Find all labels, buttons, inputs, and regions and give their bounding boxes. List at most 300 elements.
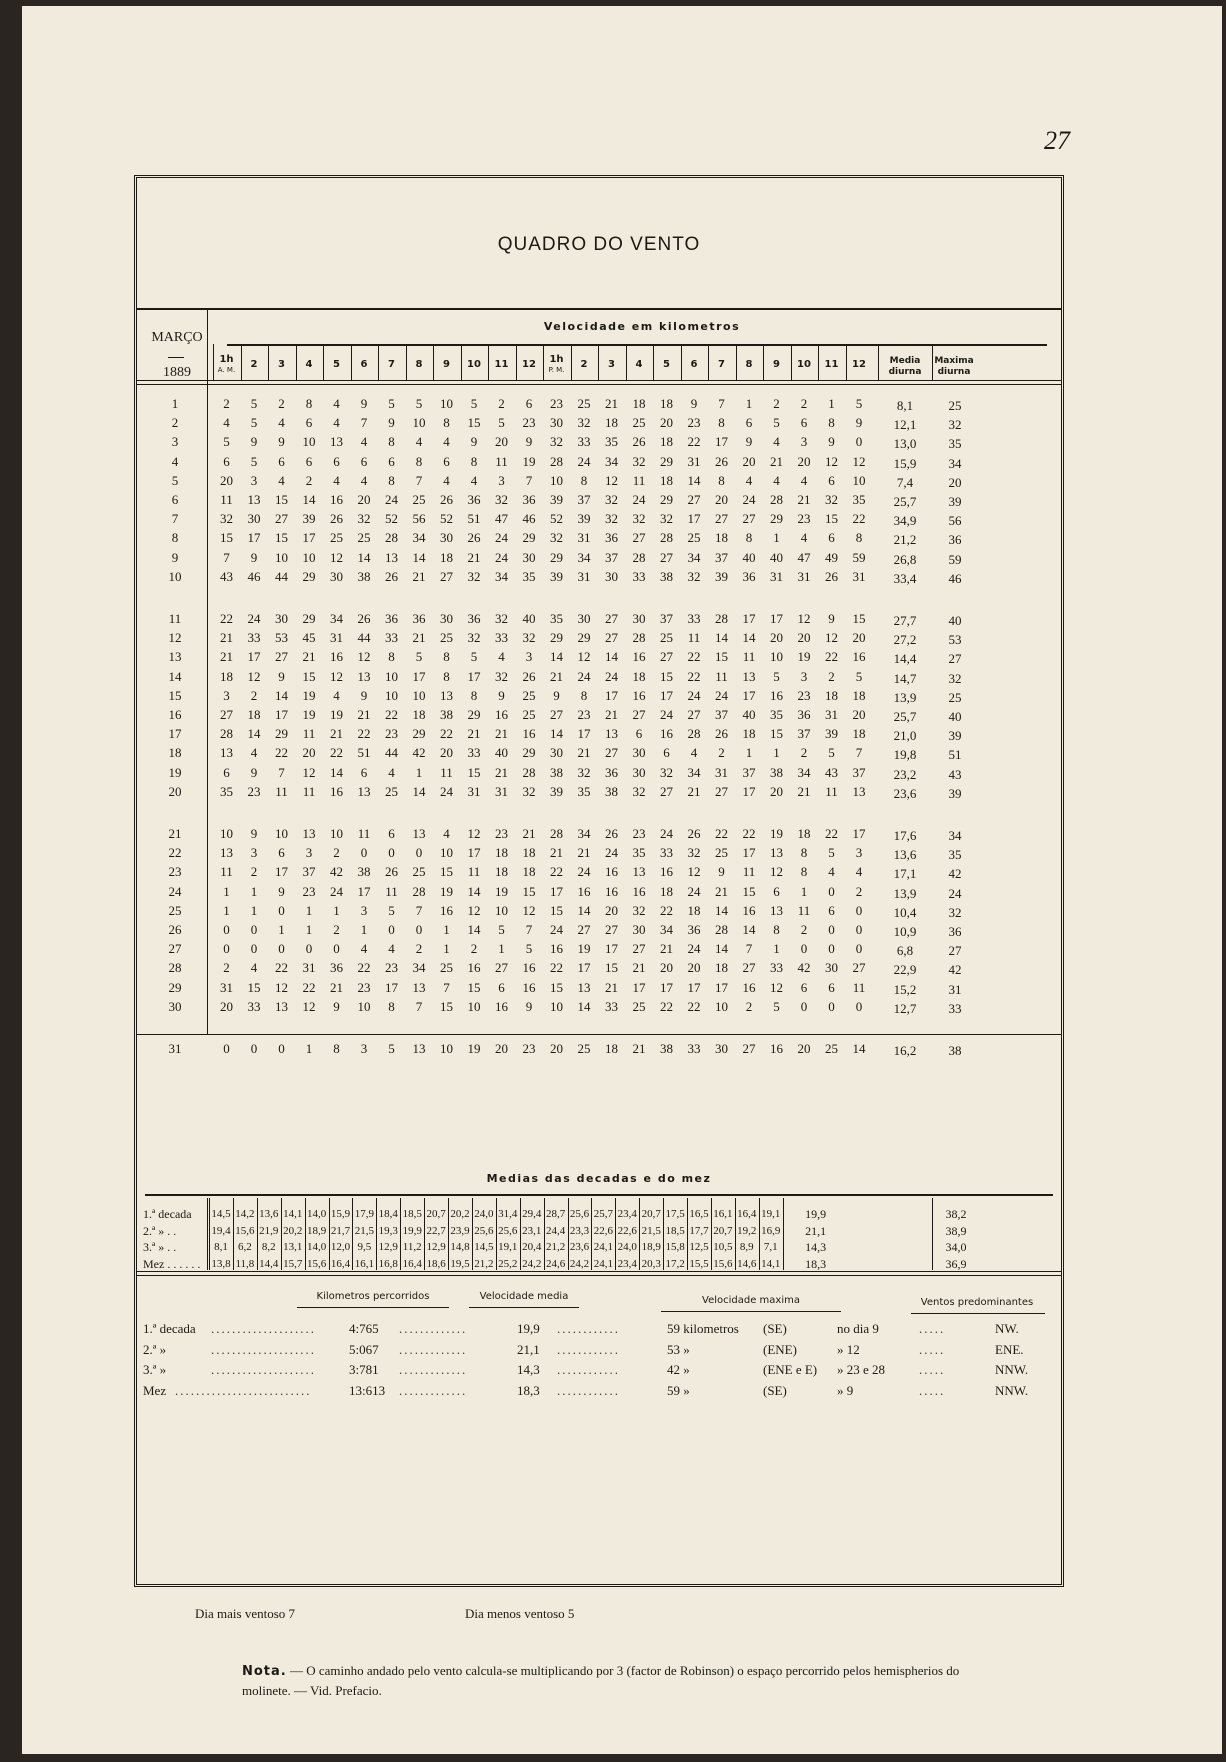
hour-value: 18 (660, 434, 673, 450)
header-kilometros-rule (297, 1307, 449, 1308)
hour-value: 13 (330, 434, 343, 450)
hour-value: 13 (605, 726, 618, 742)
leader-dots: ..... (919, 1382, 946, 1398)
hour-value: 1 (773, 941, 780, 957)
header-velocidade-maxima: Velocidade maxima (702, 1295, 800, 1306)
hour-value: 29 (467, 707, 481, 722)
maxima-diurna-value: 36 (948, 532, 962, 548)
hour-value: 30 (632, 922, 646, 937)
hour-value: 0 (388, 845, 395, 861)
leader-dots: .................... (211, 1341, 316, 1357)
hour-value: 0 (223, 922, 230, 937)
media-diurna-value: 16,2 (893, 1043, 917, 1058)
hour-value: 15 (247, 979, 261, 995)
hour-value: 15 (275, 492, 288, 507)
hour-value: 32 (220, 511, 233, 527)
hour-value: 21 (412, 568, 426, 584)
hour-value: 46 (522, 511, 536, 527)
summary-row (137, 1361, 1061, 1379)
hour-value: 0 (828, 883, 835, 899)
hour-value: 16 (852, 649, 866, 665)
decade-hour-value: 18,6 (426, 1257, 446, 1270)
hour-header-label: 12 (522, 359, 536, 370)
decade-maxima-value: 36,9 (945, 1256, 967, 1271)
hour-value: 16 (440, 902, 453, 918)
hour-value: 24 (660, 707, 673, 722)
summary-direction: (ENE e E) (763, 1362, 818, 1377)
hour-value: 38 (357, 864, 371, 880)
nota-text: — O caminho andado pelo vento calcula-se multiplicando por 3 (factor de Robinson) o espaço percorrido pelos hemispherios do molinete. — Vid. Prefacio. (242, 1663, 960, 1698)
hour-value: 28 (550, 453, 563, 469)
hour-value: 21 (467, 726, 481, 742)
hour-value: 14 (715, 902, 728, 918)
hour-value: 40 (495, 745, 508, 761)
hour-value: 25 (715, 845, 728, 861)
hour-value: 20 (605, 902, 618, 918)
hour-value: 0 (250, 922, 258, 937)
hour-header-label: 12 (852, 359, 866, 370)
hour-value: 2 (333, 922, 340, 937)
media-diurna-value: 21,2 (893, 532, 917, 548)
hour-value: 9 (745, 434, 753, 450)
maxima-diurna-value: 33 (948, 1000, 962, 1016)
decade-hour-value: 20,2 (450, 1208, 470, 1220)
hour-value: 16 (522, 726, 536, 742)
hour-value: 31 (330, 630, 343, 646)
hour-value: 20 (440, 745, 453, 761)
day-number: 4 (171, 453, 179, 469)
hour-value: 16 (632, 649, 646, 665)
hour-value: 22 (852, 511, 866, 527)
hour-value: 13 (742, 668, 756, 684)
hour-value: 29 (302, 611, 316, 626)
maxima-diurna-value: 46 (948, 570, 962, 586)
hour-value: 26 (715, 726, 728, 742)
hour-value: 21 (605, 707, 618, 722)
decade-hour-value: 21,2 (474, 1257, 494, 1270)
hour-value: 12 (302, 764, 316, 780)
media-diurna-value: 23,6 (893, 785, 917, 801)
decade-hour-value: 17,7 (689, 1224, 709, 1237)
hour-value: 24 (742, 492, 756, 507)
day-number: 15 (168, 687, 182, 703)
hour-value: 18 (220, 668, 233, 684)
day-number: 30 (168, 998, 182, 1014)
hour-value: 17 (577, 960, 591, 976)
media-diurna-value: 27,7 (893, 613, 917, 628)
media-diurna-value: 17,1 (893, 866, 917, 882)
hour-value: 8 (443, 415, 450, 431)
hour-value: 37 (577, 492, 591, 507)
hour-value: 27 (852, 960, 866, 976)
hour-value: 26 (522, 668, 536, 684)
hour-value: 6 (443, 453, 450, 469)
hour-value: 39 (302, 511, 316, 527)
hour-value: 17 (467, 845, 481, 861)
hour-value: 9 (250, 549, 258, 565)
hour-value: 17 (687, 979, 701, 995)
hour-value: 32 (825, 492, 838, 507)
hour-value: 20 (797, 453, 811, 469)
hour-header-label: 3 (608, 359, 615, 370)
maxima-diurna-value: 40 (948, 709, 962, 724)
hour-value: 16 (495, 707, 508, 722)
decade-hour-value: 22,7 (426, 1224, 446, 1237)
hour-value: 11 (440, 764, 453, 780)
hour-value: 18 (797, 826, 811, 841)
day-number: 26 (168, 922, 182, 937)
decade-hour-value: 23,6 (569, 1241, 590, 1253)
hour-value: 18 (605, 1041, 618, 1056)
maxima-diurna-value: 35 (948, 847, 962, 863)
hour-value: 4 (360, 434, 368, 450)
decade-hour-value: 14,0 (306, 1241, 327, 1253)
hour-value: 14 (330, 764, 343, 780)
hour-value: 59 (852, 549, 866, 565)
hour-value: 22 (275, 960, 288, 976)
decade-hour-value: 14,2 (235, 1208, 255, 1220)
hour-value: 22 (687, 998, 701, 1014)
hour-value: 36 (467, 492, 481, 507)
page-number: 27 (1044, 126, 1070, 155)
decade-hour-value: 25,2 (498, 1257, 518, 1270)
hour-value: 10 (357, 998, 371, 1014)
hour-value: 14 (715, 941, 728, 957)
hour-value: 17 (275, 864, 288, 880)
decade-hour-value: 23,9 (450, 1224, 470, 1237)
hour-value: 40 (522, 611, 536, 626)
hour-value: 20 (660, 415, 673, 431)
hour-value: 31 (495, 783, 508, 799)
hour-value: 8 (388, 434, 395, 450)
hour-value: 13 (275, 998, 288, 1014)
hour-value: 17 (605, 941, 618, 957)
hour-value: 35 (577, 783, 591, 799)
hour-value: 20 (220, 998, 233, 1014)
hour-value: 24 (495, 549, 508, 565)
maxima-diurna-value: 39 (948, 728, 962, 744)
hour-value: 22 (357, 726, 371, 742)
hour-value: 4 (470, 472, 478, 488)
hour-value: 16 (550, 941, 563, 957)
hour-header-label: 11 (494, 359, 509, 370)
media-diurna-value: 15,9 (893, 455, 917, 471)
hour-value: 6 (388, 826, 395, 841)
hour-value: 18 (742, 726, 756, 742)
hour-value: 11 (742, 649, 756, 665)
hour-value: 27 (715, 783, 728, 799)
hour-value: 17 (742, 845, 756, 861)
hour-value: 30 (825, 960, 838, 976)
hour-value: 33 (467, 745, 481, 761)
decade-hour-value: 24,2 (569, 1257, 590, 1270)
hour-value: 24 (440, 783, 453, 799)
hour-value: 10 (330, 826, 343, 841)
hour-value: 24 (330, 883, 343, 899)
hour-value: 14 (412, 549, 426, 565)
decade-hour-value: 20,3 (641, 1257, 661, 1270)
hour-value: 38 (605, 783, 618, 799)
hour-value: 8 (415, 453, 423, 469)
hour-value: 10 (550, 472, 563, 488)
maxima-diurna-value: 51 (948, 747, 962, 763)
hour-value: 25 (825, 1041, 838, 1056)
hour-header (296, 359, 323, 370)
summary-vel-media: 14,3 (517, 1362, 540, 1377)
hour-header-label: 5 (333, 359, 340, 370)
hour-value: 40 (742, 707, 756, 722)
hour-value: 2 (773, 396, 780, 411)
hour-value: 31 (467, 783, 481, 799)
decade-label: Mez . . . . . . (143, 1256, 201, 1271)
hour-value: 17 (715, 979, 728, 995)
hour-value: 15 (467, 415, 481, 431)
hour-value: 9 (828, 434, 835, 450)
hour-value: 15 (715, 649, 728, 665)
hour-header (378, 359, 405, 370)
hour-value: 30 (275, 611, 288, 626)
decade-label: 3.ª » . . (143, 1240, 177, 1254)
decade-hour-value: 14,0 (306, 1208, 327, 1220)
hour-value: 4 (223, 415, 230, 431)
day-number: 11 (168, 611, 182, 626)
hour-value: 16 (522, 979, 536, 995)
hour-value: 8 (333, 1041, 340, 1056)
hour-value: 8 (773, 922, 780, 937)
hour-header (626, 359, 653, 370)
hour-header (736, 359, 763, 370)
media-diurna-value: 23,2 (893, 766, 917, 782)
media-diurna-value: 21,0 (893, 728, 917, 744)
hour-value: 26 (687, 826, 701, 841)
hour-value: 2 (800, 745, 808, 761)
hour-value: 18 (825, 687, 838, 703)
hour-value: 32 (632, 453, 646, 469)
hour-value: 1 (223, 883, 230, 899)
hour-value: 0 (855, 941, 863, 957)
hour-value: 34 (412, 960, 426, 976)
day-number: 10 (168, 568, 182, 584)
hour-value: 5 (250, 396, 258, 411)
hour-value: 32 (577, 764, 591, 780)
hour-value: 1 (498, 941, 505, 957)
hour-value: 27 (715, 511, 728, 527)
hour-value: 10 (440, 1041, 453, 1056)
day-number: 14 (168, 668, 182, 684)
hour-value: 18 (440, 549, 453, 565)
media-diurna-value: 13,6 (893, 847, 917, 863)
hour-value: 1 (305, 922, 313, 937)
decade-hour-value: 13,1 (283, 1241, 303, 1253)
hour-value: 19 (330, 707, 343, 722)
hour-value: 6 (223, 453, 230, 469)
hour-value: 14 (577, 902, 591, 918)
hour-value: 42 (412, 745, 426, 761)
decade-hour-value: 24,6 (545, 1257, 566, 1270)
day-number: 19 (168, 764, 182, 780)
maxima-header: Maxima diurna (934, 356, 974, 377)
hour-value: 6 (360, 453, 368, 469)
hour-value: 37 (302, 864, 316, 880)
hour-header-label: 9 (773, 359, 780, 370)
hour-value: 37 (605, 549, 618, 565)
hour-value: 38 (440, 707, 453, 722)
decade-maxima-value: 34,0 (945, 1240, 967, 1254)
hour-value: 3 (223, 687, 230, 703)
hour-value: 33 (687, 611, 701, 626)
hour-value: 19 (302, 707, 316, 722)
decade-section-rule (145, 1194, 1053, 1196)
hour-value: 10 (302, 434, 316, 450)
hour-value: 35 (770, 707, 783, 722)
hour-header-label: 2 (580, 359, 588, 370)
hour-value: 36 (687, 922, 701, 937)
hour-value: 32 (632, 783, 646, 799)
hour-value: 20 (660, 960, 673, 976)
nota-label: Nota. (242, 1664, 287, 1679)
hour-value: 30 (632, 611, 646, 626)
hour-value: 10 (385, 687, 398, 703)
label-column-rule (207, 308, 208, 1034)
hour-value: 9 (333, 998, 340, 1014)
hour-value: 17 (715, 434, 728, 450)
hour-value: 4 (333, 687, 340, 703)
hour-value: 5 (855, 396, 863, 411)
hour-value: 27 (440, 568, 453, 584)
hour-value: 32 (605, 511, 618, 527)
media-diurna-value: 15,2 (893, 981, 917, 997)
hour-value: 3 (525, 649, 533, 665)
hour-value: 33 (605, 998, 618, 1014)
hour-value: 52 (385, 511, 398, 527)
media-diurna-value: 22,9 (893, 962, 917, 978)
hour-value: 35 (220, 783, 233, 799)
hour-value: 4 (828, 864, 835, 880)
hour-value: 11 (852, 979, 866, 995)
hour-value: 21 (412, 630, 426, 646)
hour-value: 17 (605, 687, 618, 703)
hour-value: 34 (605, 453, 618, 469)
hour-value: 21 (495, 726, 508, 742)
decade-media-value: 21,1 (805, 1223, 827, 1238)
hour-value: 21 (550, 845, 563, 861)
hour-value: 3 (250, 472, 258, 488)
decade-hour-value: 14,8 (450, 1241, 470, 1253)
hour-value: 5 (525, 941, 533, 957)
hour-value: 24 (577, 864, 591, 880)
hour-value: 23 (632, 826, 646, 841)
hour-value: 4 (333, 396, 340, 411)
hour-value: 13 (412, 826, 426, 841)
hour-value: 47 (797, 549, 811, 565)
hour-value: 37 (852, 764, 866, 780)
decade-hour-value: 18,4 (378, 1208, 398, 1220)
hour-value: 33 (632, 568, 646, 584)
hour-value: 4 (443, 472, 450, 488)
hour-header (543, 354, 570, 376)
decade-hour-value: 14,1 (761, 1257, 781, 1270)
hour-value: 28 (632, 630, 646, 646)
decade-hour-value: 20,7 (641, 1208, 661, 1220)
hour-value: 20 (770, 630, 783, 646)
maxima-diurna-value: 39 (948, 494, 962, 509)
hour-value: 43 (220, 568, 233, 584)
hour-value: 17 (742, 687, 756, 703)
media-diurna-value: 26,8 (893, 551, 917, 567)
hour-value: 0 (415, 922, 423, 937)
decade-hour-value: 20,4 (522, 1241, 542, 1253)
media-diurna-value: 14,7 (893, 670, 917, 686)
hour-value: 14 (852, 1041, 866, 1056)
hour-value: 30 (577, 611, 591, 626)
hour-value: 32 (495, 611, 508, 626)
decade-hour-value: 24,1 (593, 1241, 614, 1253)
decade-hour-value: 12,0 (330, 1241, 351, 1253)
decade-hour-value: 24,4 (545, 1224, 566, 1237)
hour-value: 27 (495, 960, 508, 976)
hour-value: 8 (828, 415, 835, 431)
hour-value: 12 (687, 864, 701, 880)
hour-value: 5 (498, 922, 505, 937)
hour-value: 21 (770, 453, 783, 469)
hour-value: 37 (742, 764, 756, 780)
hour-value: 1 (250, 902, 258, 918)
hour-value: 1 (415, 764, 423, 780)
hour-value: 0 (278, 1041, 285, 1056)
hour-value: 17 (577, 726, 591, 742)
summary-day: » 9 (837, 1382, 854, 1398)
hour-value: 26 (385, 568, 398, 584)
hour-value: 33 (687, 1041, 701, 1056)
decade-hour-value: 14,5 (211, 1208, 231, 1220)
hour-value: 32 (495, 492, 508, 507)
hour-header (213, 354, 240, 376)
hour-header (763, 359, 790, 370)
decade-media-value: 18,3 (805, 1256, 827, 1271)
hour-value: 5 (855, 668, 863, 684)
hour-value: 5 (388, 902, 395, 918)
hour-value: 21 (220, 630, 233, 646)
hour-value: 14 (412, 783, 426, 799)
hour-value: 25 (577, 1041, 591, 1056)
summary-row (137, 1320, 1061, 1338)
hour-value: 10 (302, 549, 316, 565)
month-rule (168, 357, 184, 358)
hour-value: 32 (495, 668, 508, 684)
hour-value: 17 (247, 530, 261, 546)
hour-value: 11 (825, 783, 838, 799)
header-ventos-rule (911, 1313, 1045, 1314)
hour-value: 15 (275, 530, 288, 546)
hour-value: 9 (278, 883, 285, 899)
decade-hour-value: 21,5 (354, 1224, 375, 1237)
hour-value: 14 (467, 883, 481, 899)
pm-label: P. M. (548, 366, 565, 374)
hour-value: 23 (797, 511, 811, 527)
decade-hour-value: 11,2 (402, 1241, 422, 1253)
am-label: A. M. (217, 366, 236, 374)
hour-header (571, 359, 598, 370)
hour-value: 2 (415, 941, 423, 957)
hour-value: 29 (770, 511, 783, 527)
hour-value: 34 (687, 549, 701, 565)
hour-value: 22 (687, 649, 701, 665)
hour-value: 14 (247, 726, 261, 742)
hour-value: 3 (800, 668, 808, 684)
media-diurna-value: 12,7 (893, 1000, 917, 1016)
media-diurna-value: 7,4 (896, 474, 914, 490)
hour-value: 1 (305, 902, 313, 918)
